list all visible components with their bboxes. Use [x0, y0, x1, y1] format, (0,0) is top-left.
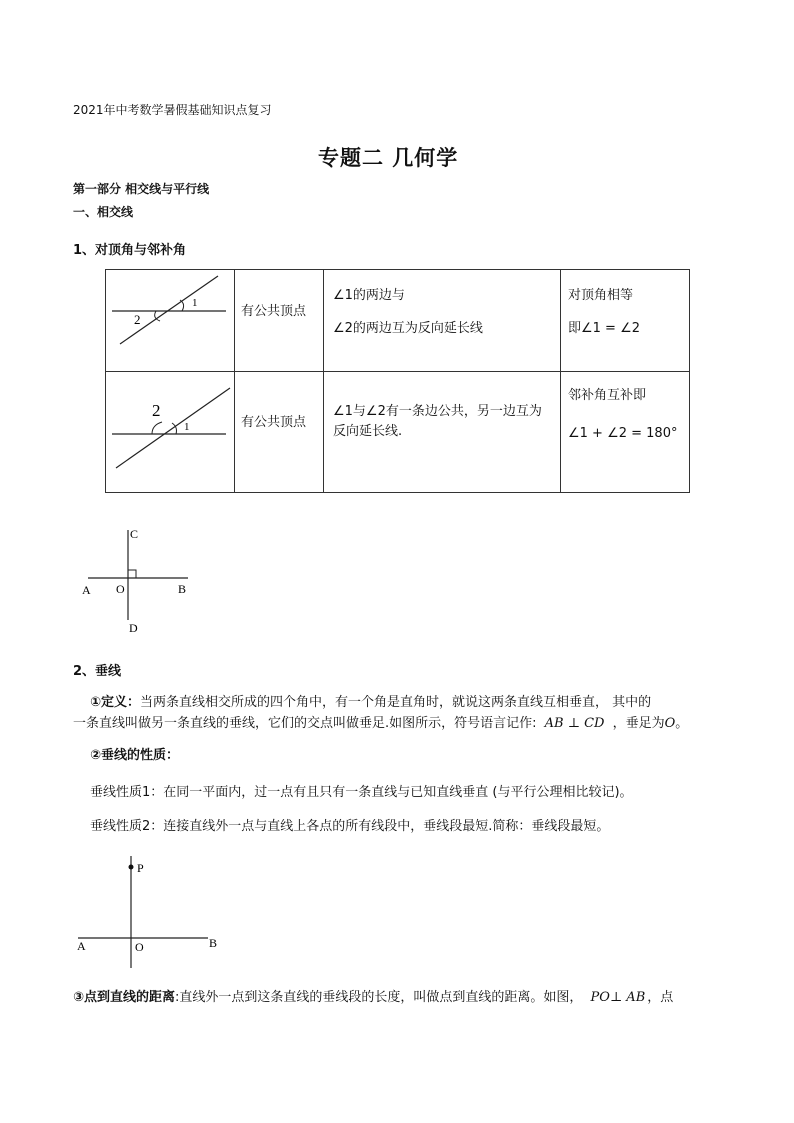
definition-line-2 [73, 714, 753, 734]
description-line: 反向延长线. [333, 424, 403, 439]
definition-line-1 [90, 693, 750, 713]
property-text: 在同一平面内，过一点有且只有一条直线与已知直线垂直 (与平行公理相比较记)。 [163, 785, 633, 800]
property-cell [561, 372, 690, 493]
property-line: 对顶角相等 [568, 288, 634, 303]
vertical-angles-figure [106, 270, 234, 367]
description-cell [324, 372, 561, 493]
angle-label-1: 1 [192, 297, 198, 309]
property-label: 垂线性质2： [90, 819, 164, 834]
vertex-text: 有公共顶点 [241, 304, 307, 319]
property-label: 垂线性质1： [90, 785, 164, 800]
point-label-b: B [178, 582, 187, 596]
description-line: ∠2的两边互为反向延长线 [333, 321, 483, 336]
distance-figure [72, 852, 232, 972]
subsection-heading-perpendicular: 2、垂线 [73, 664, 122, 679]
table-row [106, 270, 690, 372]
property-heading: ②垂线的性质： [90, 748, 180, 763]
figure-cell [106, 270, 235, 372]
point-label-a: A [77, 939, 86, 953]
point-label-a: A [82, 583, 91, 597]
description-cell [324, 270, 561, 372]
distance-head: ③点到直线的距离 [73, 990, 176, 1005]
distance-text: :直线外一点到这条直线的垂线段的长度，叫做点到直线的距离。如图， [175, 990, 583, 1005]
definition-head: ①定义 [90, 695, 128, 710]
definition-text: 当两条直线相交所成的四个角中，有一个角是直角时，就说这两条直线互相垂直， 其中的 [140, 695, 652, 710]
point-label-o: O [135, 940, 144, 954]
table-row [106, 372, 690, 493]
math-expression: PO⊥ AB [590, 990, 646, 1005]
property-formula: ∠1 + ∠2 = 180° [568, 426, 678, 441]
vertex-text: 有公共顶点 [241, 415, 307, 430]
figure-cell [106, 372, 235, 493]
perpendicular-figure [76, 524, 206, 636]
angle-label-2: 2 [134, 312, 141, 327]
property-1 [90, 783, 633, 803]
property-2 [90, 817, 609, 837]
point-label-o: O [116, 582, 125, 596]
distance-definition [73, 988, 743, 1008]
angle-label-1: 1 [184, 421, 190, 433]
angles-table [105, 269, 690, 493]
point-label-c: C [130, 527, 139, 541]
vertex-cell [235, 270, 324, 372]
description-line: ∠1与∠2有一条边公共，另一边互为 [333, 404, 542, 419]
definition-text: 一条直线叫做另一条直线的垂线，它们的交点叫做垂足.如图所示，符号语言记作: [73, 716, 537, 731]
subsection-heading-angles: 1、对顶角与邻补角 [73, 243, 187, 258]
property-line: 邻补角互补即 [568, 388, 647, 403]
part-heading: 第一部分 相交线与平行线 [73, 182, 210, 196]
definition-text: 。 [675, 716, 689, 731]
point-label-b: B [209, 936, 218, 950]
point-label-d: D [129, 621, 138, 635]
math-symbol: O [664, 716, 676, 731]
doc-subtitle: 2021年中考数学暑假基础知识点复习 [73, 103, 272, 117]
distance-text: ，点 [647, 990, 674, 1005]
point-label-p: P [137, 861, 144, 875]
property-formula: 即∠1 = ∠2 [568, 321, 641, 336]
section-heading: 一、相交线 [73, 205, 134, 219]
description-line: ∠1的两边与 [333, 288, 405, 303]
angle-label-2: 2 [152, 401, 161, 420]
math-expression: AB ⊥ CD [544, 716, 605, 731]
vertex-cell [235, 372, 324, 493]
definition-text: ，垂足为 [612, 716, 665, 731]
property-cell [561, 270, 690, 372]
page-title: 专题二 几何学 [318, 146, 459, 170]
definition-colon: ： [127, 695, 141, 710]
adjacent-angles-figure [106, 372, 234, 488]
property-text: 连接直线外一点与直线上各点的所有线段中，垂线段最短.简称：垂线段最短。 [163, 819, 610, 834]
